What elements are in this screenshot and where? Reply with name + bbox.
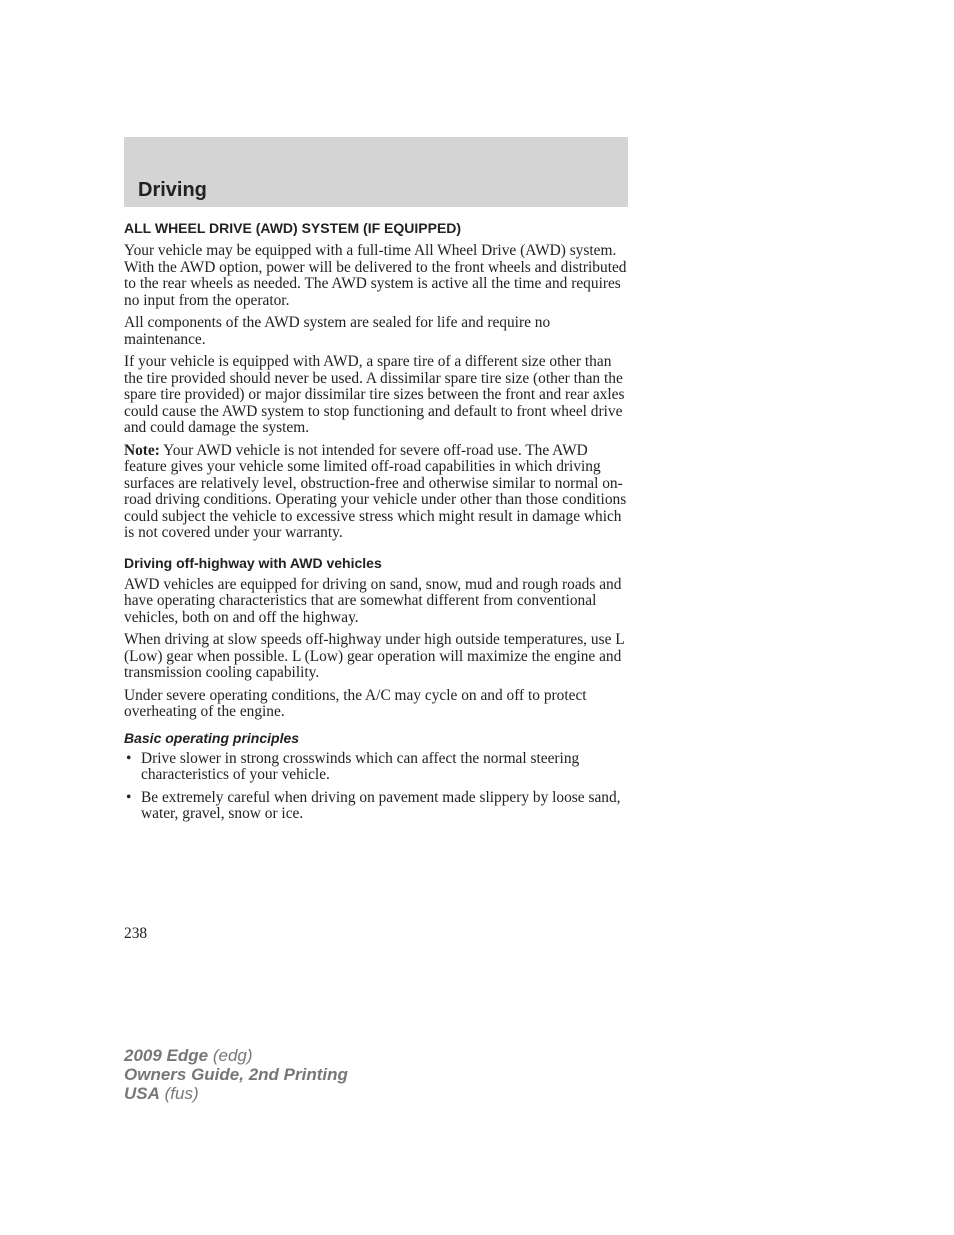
bullet-list bbox=[124, 751, 630, 823]
footer-market-code: (fus) bbox=[159, 1084, 199, 1103]
subsection-heading: Driving off-highway with AWD vehicles bbox=[124, 554, 382, 571]
chapter-title: Driving bbox=[138, 179, 207, 201]
page-content bbox=[124, 219, 630, 829]
paragraph: Your vehicle may be equipped with a full-time All Wheel Drive (AWD) system. With the AWD option, power will be delivered to the front wheels and distributed to the rear wheels as needed. The AWD system is active all the time and requires no input from the operator. bbox=[124, 242, 627, 309]
note-paragraph bbox=[124, 443, 630, 542]
footer-line-1 bbox=[124, 1046, 348, 1065]
bullet-icon: • bbox=[126, 749, 132, 767]
note-text: Your AWD vehicle is not intended for severe off-road use. The AWD feature gives your vehicle some limited off-road capabilities in which driving surfaces are relatively level, obstruction-free and otherwise similar to normal on-road driving conditions. Operating your vehicle under other than those conditions could subject the vehicle to excessive stress which might result in damage which is not covered under your warranty. bbox=[124, 441, 627, 541]
footer bbox=[124, 1046, 348, 1103]
page-number: 238 bbox=[124, 925, 148, 942]
list-item-text: Be extremely careful when driving on pavement made slippery by loose sand, water, gravel, snow or ice. bbox=[141, 788, 621, 822]
paragraph: If your vehicle is equipped with AWD, a spare tire of a different size other than the tire provided should never be used. A dissimilar spare tire size (other than the spare tire provided) or major dissimilar tire sizes between the front and rear axles could cause the AWD system to stop functioning and default to front wheel drive and could damage the system. bbox=[124, 353, 625, 436]
bullet-icon: • bbox=[126, 788, 132, 806]
list-item-text: Drive slower in strong crosswinds which can affect the normal steering characteristics of your vehicle. bbox=[141, 749, 580, 783]
footer-market: USA bbox=[124, 1084, 160, 1103]
section-heading: ALL WHEEL DRIVE (AWD) SYSTEM (IF EQUIPPED) bbox=[124, 220, 462, 236]
footer-line-2 bbox=[124, 1065, 348, 1084]
footer-edition: Owners Guide, 2nd Printing bbox=[124, 1065, 348, 1084]
paragraph: All components of the AWD system are sealed for life and require no maintenance. bbox=[124, 314, 551, 348]
paragraph: When driving at slow speeds off-highway under high outside temperatures, use L (Low) gear when possible. L (Low) gear operation will maximize the engine and transmission cooling capability. bbox=[124, 631, 625, 681]
paragraph: AWD vehicles are equipped for driving on sand, snow, mud and rough roads and have operating characteristics that are somewhat different from conventional vehicles, both on and off the highway. bbox=[124, 575, 622, 626]
footer-model: 2009 Edge bbox=[124, 1046, 209, 1065]
sub-subsection-heading: Basic operating principles bbox=[124, 729, 300, 746]
list-item bbox=[124, 790, 630, 823]
list-item bbox=[124, 751, 630, 784]
footer-line-3 bbox=[124, 1084, 348, 1103]
note-label: Note: bbox=[124, 441, 160, 459]
chapter-header-band bbox=[124, 137, 628, 207]
paragraph: Under severe operating conditions, the A/C may cycle on and off to protect overheating of the engine. bbox=[124, 686, 587, 720]
footer-model-code: (edg) bbox=[208, 1046, 253, 1065]
